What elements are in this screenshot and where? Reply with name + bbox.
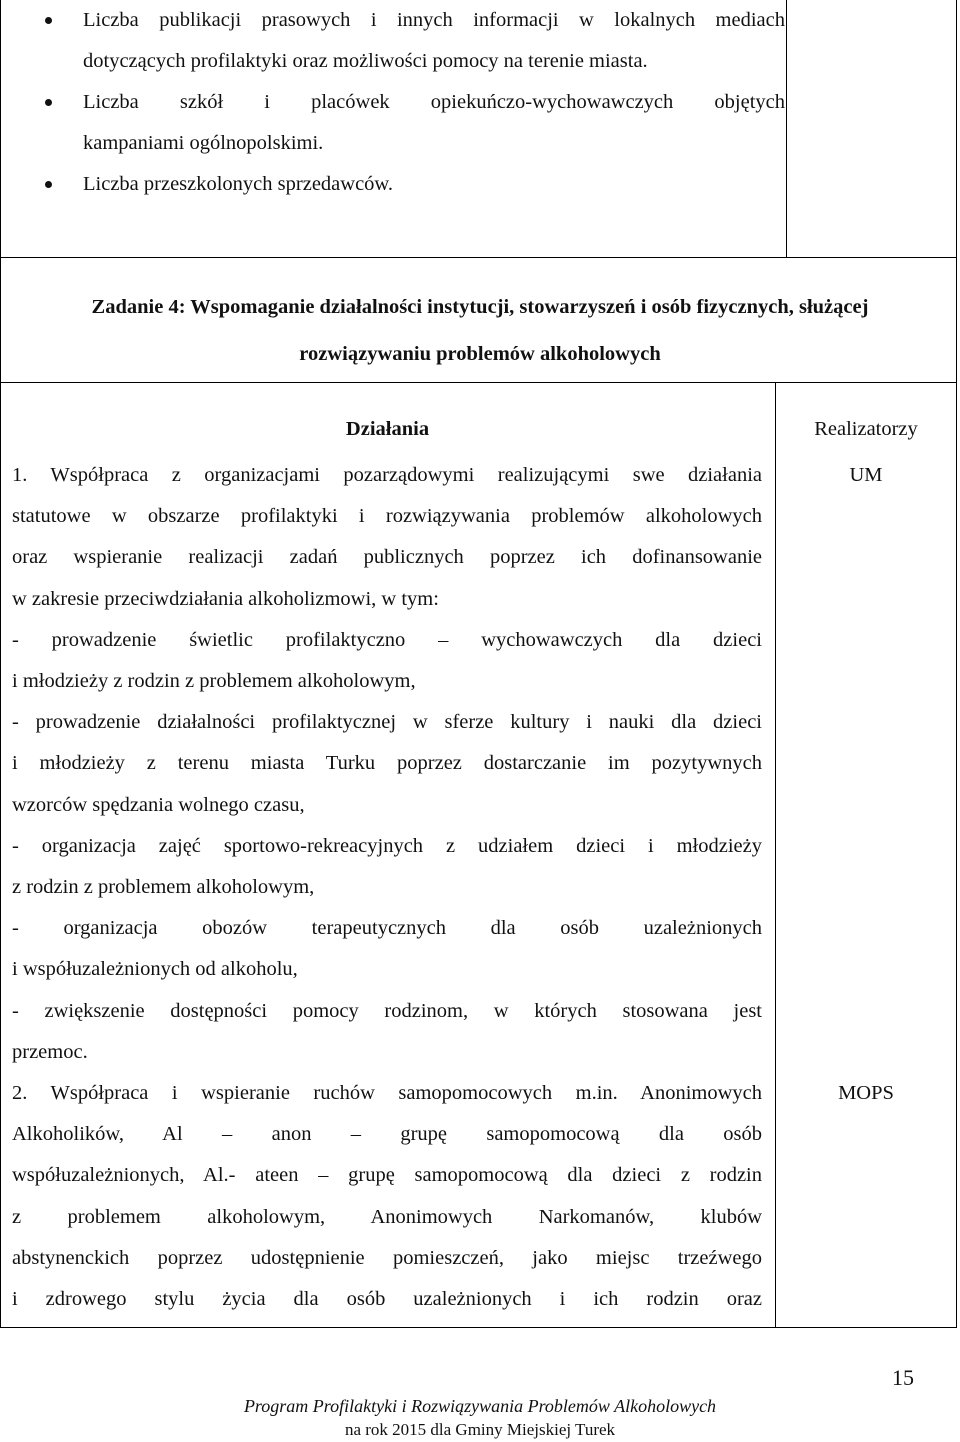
top-table-left-border (0, 0, 1, 258)
actions-table-bottom-border (0, 1327, 957, 1328)
action-line: - prowadzenie świetlic profilaktyczno – wychowawczych dla dzieci (12, 628, 762, 651)
top-table-right-border (956, 0, 957, 258)
action-line: - organizacja obozów terapeutycznych dla osób uzależnionych (12, 917, 762, 940)
action-line: i zdrowego stylu życia dla osób uzależnionych i ich rodzin oraz (12, 1288, 762, 1310)
executor-label: UM (849, 464, 883, 486)
action-line: - organizacja zajęć sportowo-rekreacyjnych z udziałem dzieci i młodzieży (12, 834, 762, 857)
indicator-item (30, 0, 785, 82)
actions-table-divider (775, 383, 776, 1328)
action-line: i młodzieży z terenu miasta Turku poprzez dostarczanie im pozytywnych (12, 752, 762, 775)
executor-label: MOPS (838, 1082, 894, 1104)
action-line: abstynenckich poprzez udostępnienie pomieszczeń, jako miejsc trzeźwego (12, 1246, 762, 1269)
indicator-line: Liczba szkół i placówek opiekuńczo-wychowawczych objętych (83, 91, 785, 113)
indicator-list (30, 0, 785, 205)
bullet-icon (45, 99, 52, 106)
indicator-line: Liczba publikacji prasowych i innych informacji w lokalnych mediach (83, 9, 785, 31)
bullet-icon (45, 17, 52, 24)
task-title-line-2: rozwiązywaniu problemów alkoholowych (299, 343, 661, 365)
action-line: współuzależnionych, Al.- ateen – grupę samopomocową dla dzieci z rodzin (12, 1164, 762, 1187)
indicator-line: Liczba przeszkolonych sprzedawców. (83, 173, 394, 195)
indicator-line: kampaniami ogólnopolskimi. (83, 132, 324, 154)
task-bottom-border (0, 382, 957, 383)
top-table-divider (786, 0, 787, 258)
footer-program-title: Program Profilaktyki i Rozwiązywania Problemów Alkoholowych (243, 1396, 717, 1416)
action-line: - zwiększenie dostępności pomocy rodzinom, w których stosowana jest (12, 999, 762, 1022)
action-line: statutowe w obszarze profilaktyki i rozwiązywania problemów alkoholowych (12, 505, 762, 528)
action-line: z problemem alkoholowym, Anonimowych Narkomanów, klubów (12, 1205, 762, 1228)
action-line: i młodzieży z rodzin z problemem alkoholowym, (12, 670, 416, 692)
action-line: wzorców spędzania wolnego czasu, (12, 793, 305, 816)
action-line: przemoc. (12, 1040, 88, 1063)
action-line: z rodzin z problemem alkoholowym, (12, 876, 315, 898)
task-title-line-1: Zadanie 4: Wspomaganie działalności instytucji, stowarzyszeń i osób fizycznych, służącej (91, 296, 869, 318)
action-line: - prowadzenie działalności profilaktycznej w sferze kultury i nauki dla dzieci (12, 711, 762, 734)
actions-column-header: Działania (345, 418, 430, 440)
action-line: 2. Współpraca i wspieranie ruchów samopomocowych m.in. Anonimowych (12, 1082, 762, 1104)
page-number: 15 (892, 1365, 914, 1390)
action-line: 1. Współpraca z organizacjami pozarządowymi realizującymi swe działania (12, 464, 762, 486)
actions-table-right-border (956, 383, 957, 1328)
top-table-bottom-border (0, 257, 957, 258)
indicator-item (30, 82, 785, 164)
action-line: w zakresie przeciwdziałania alkoholizmowi, w tym: (12, 587, 439, 610)
footer-program-year: na rok 2015 dla Gminy Miejskiej Turek (344, 1420, 616, 1439)
indicator-line: dotyczących profilaktyki oraz możliwości pomocy na terenie miasta. (83, 50, 648, 72)
action-line: i współuzależnionych od alkoholu, (12, 958, 298, 981)
action-line: oraz wspieranie realizacji zadań publicznych poprzez ich dofinansowanie (12, 546, 762, 569)
actions-table-left-border (0, 383, 1, 1328)
indicator-item (30, 164, 785, 205)
bullet-icon (45, 181, 52, 188)
executors-column-header: Realizatorzy (814, 418, 918, 440)
action-line: Alkoholików, Al – anon – grupę samopomocową dla osób (12, 1123, 762, 1146)
